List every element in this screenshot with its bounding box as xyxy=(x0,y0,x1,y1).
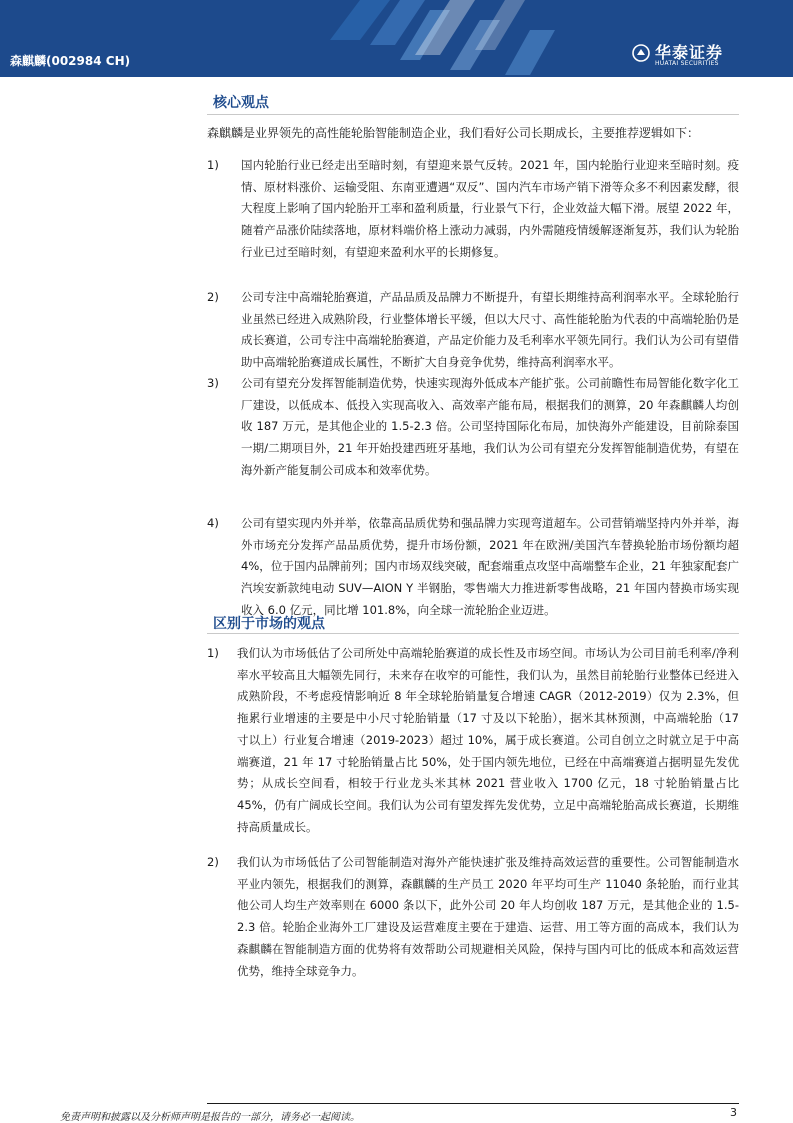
core-view-item xyxy=(207,513,739,622)
brand-subtitle: HUATAI SECURITIES xyxy=(655,60,719,67)
diff-view-title: 区别于市场的观点 xyxy=(213,616,325,632)
stock-code: 森麒麟(002984 CH) xyxy=(10,54,131,68)
item-text: 我们认为市场低估了公司所处中高端轮胎赛道的成长性及市场空间。市场认为公司目前毛利率/净利率水平较高且大幅领先同行，未来存在收窄的可能性，我们认为，虽然目前轮胎行业整体已经进入成熟阶段，不考虑疫情影响近 8 年全球轮胎销量复合增速 CAGR（2012-2019）仅为 2.3%，但拖累行业增速的主要是中小尺寸轮胎销量（17 寸及以下轮胎），据米其林预测，中高端轮胎（17 寸以上）行业复合增速（2019-2023）超过 10%，属于成长赛道。公司自创立之时就立足于中高端赛道，21 年 17 寸轮胎销量占比 50%，处于国内领先地位，已经在中高端赛道占据明显先发优势；从成长空间看，相较于行业龙头米其林 2021 营业收入 1700 亿元，18 寸轮胎销量占比 45%，仍有广阔成长空间。我们认为公司有望发挥先发优势，立足中高端轮胎高成长赛道，长期维持高质量成长。 xyxy=(237,646,739,834)
diff-view-item xyxy=(207,643,739,838)
item-text: 我们认为市场低估了公司智能制造对海外产能快速扩张及维持高效运营的重要性。公司智能制造水平业内领先，根据我们的测算，森麒麟的生产员工 2020 年平均可生产 11040 条轮胎，而行业其他公司人均生产效率则在 6000 条以下，此外公司 20 年人均创收 187 万元，是其他企业的 1.5-2.3 倍。轮胎企业海外工厂建设及运营难度主要在于建造、运营、用工等方面的高成本，我们认为森麒麟在智能制造方面的优势将有效帮助公司规避相关风险，保持与国内可比的低成本和高效运营优势，维持全球竞争力。 xyxy=(237,855,739,978)
diff-view-item xyxy=(207,852,739,982)
section-divider xyxy=(207,633,739,634)
item-number: 3) xyxy=(207,376,219,390)
core-view-item xyxy=(207,373,739,482)
section-divider xyxy=(207,114,739,115)
item-text: 公司有望实现内外并举，依靠高品质优势和强品牌力实现弯道超车。公司营销端坚持内外并举，海外市场充分发挥产品品质优势，提升市场份额，2021 年在欧洲/美国汽车替换轮胎市场份额均超 4%，位于国内品牌前列；国内市场双线突破，配套端重点攻坚中高端整车企业，21 年独家配套广汽埃安新款纯电动 SUV—AION Y 半钢胎，零售端大力推进新零售战略，21 年国内替换市场实现收入 6.0 亿元，同比增 101.8%，向全球一流轮胎企业迈进。 xyxy=(241,516,739,617)
core-view-item xyxy=(207,287,739,374)
core-view-item xyxy=(207,155,739,264)
header-decoration xyxy=(300,0,620,77)
item-text: 公司有望充分发挥智能制造优势，快速实现海外低成本产能扩张。公司前瞻性布局智能化数字化工厂建设，以低成本、低投入实现高收入、高效率产能布局，根据我们的测算，20 年森麒麟人均创收 187 万元，是其他企业的 1.5-2.3 倍。公司坚持国际化布局，加快海外产能建设，目前除泰国一期/二期项目外，21 年开始投建西班牙基地，我们认为公司有望充分发挥智能制造优势，有望在海外新产能复制公司成本和效率优势。 xyxy=(241,376,739,477)
item-number: 1) xyxy=(207,646,219,660)
item-text: 公司专注中高端轮胎赛道，产品品质及品牌力不断提升，有望长期维持高利润率水平。全球轮胎行业虽然已经进入成熟阶段，行业整体增长平缓，但以大尺寸、高性能轮胎为代表的中高端轮胎仍是成长赛道，公司专注中高端轮胎赛道，产品定价能力及毛利率水平领先同行。我们认为公司有望借助中高端轮胎赛道成长属性，不断扩大自身竞争优势，维持高利润率水平。 xyxy=(241,290,739,370)
disclaimer-text: 免责声明和披露以及分析师声明是报告的一部分，请务必一起阅读。 xyxy=(60,1112,360,1123)
brand-name: 华泰证券 xyxy=(655,43,724,62)
footer-divider xyxy=(207,1103,739,1104)
core-view-title: 核心观点 xyxy=(213,95,269,111)
item-number: 2) xyxy=(207,855,219,869)
item-number: 2) xyxy=(207,290,219,304)
item-number: 4) xyxy=(207,516,219,530)
huatai-logo-icon xyxy=(632,44,650,62)
item-number: 1) xyxy=(207,158,219,172)
item-text: 国内轮胎行业已经走出至暗时刻，有望迎来景气反转。2021 年，国内轮胎行业迎来至暗时刻。疫情、原材料涨价、运输受阻、东南亚遭遇“双反”、国内汽车市场产销下滑等众多不利因素发酵，很大程度上影响了国内轮胎开工率和盈利质量，行业景气下行，企业效益大幅下滑。展望 2022 年，随着产品涨价陆续落地，原材料端价格上涨动力减弱，内外需随疫情缓解逐渐复苏，我们认为轮胎行业已过至暗时刻，有望迎来盈利水平的长期修复。 xyxy=(241,158,739,259)
page-header xyxy=(0,0,793,77)
page-number: 3 xyxy=(730,1106,737,1119)
core-view-intro: 森麒麟是业界领先的高性能轮胎智能制造企业，我们看好公司长期成长，主要推荐逻辑如下： xyxy=(207,126,700,140)
